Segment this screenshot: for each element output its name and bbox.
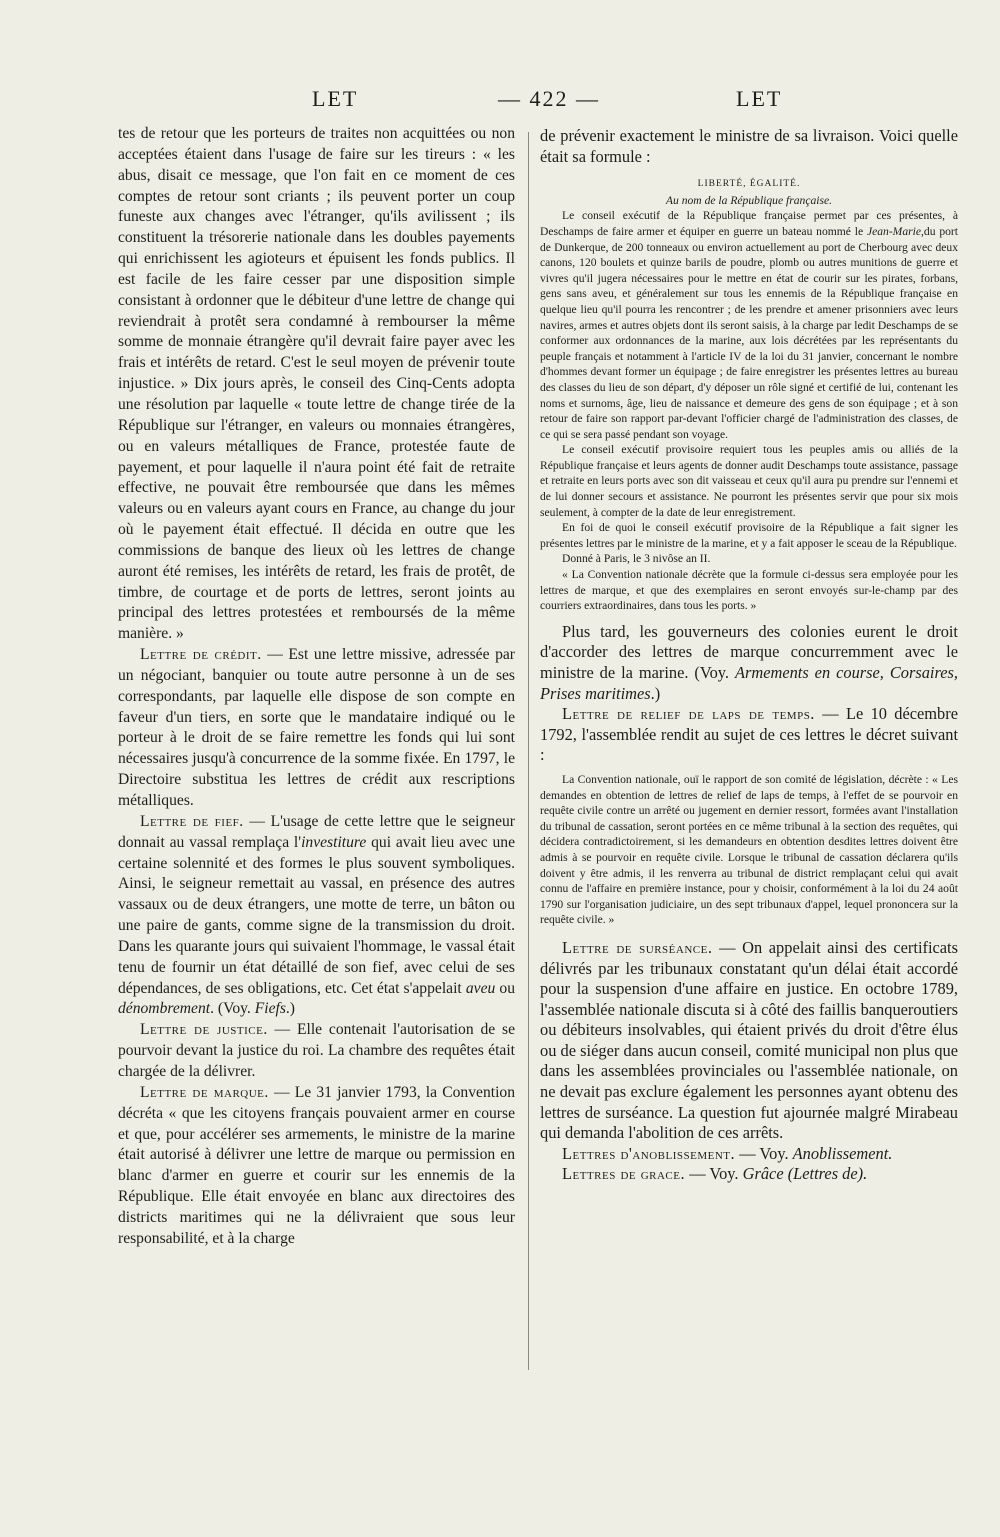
paragraph-text: .): [650, 683, 661, 703]
formula-text: ,du port de Dunkerque, de 200 tonneaux ou environ actuellement au port de Cherbourg avec deux canons, 120 boulets et quinze barils de poudre, plomb ou autres munitions de guerre et vivres qu'il jugera nécessaires pour le mettre en état de courir sur les pirates, forbans, gens sans aveu, et généralement sur tous les ennemis de la République française en quelque lieu qu'il pourra les rencontrer ; de les prendre et amener prisonniers avec leurs navires, armes et autres objets dont ils seront saisis, à la charge par ledit Deschamps de se conformer aux ordonnances de la marine, aux lois décrétées par les représentants du peuple français et notamment à l'article IV de la loi du 31 janvier, concernant le nombre d'hommes devant former un équipage ; de faire enregistrer les présentes lettres au bureau des classes du lieu de son départ, d'y déposer un rôle signé et certifié de lui, contenant les noms et surnoms, âge, lieu de naissance et demeure des gens de son équipage ; et à son retour de faire son rapport par-devant l'officier chargé de l'administration des classes, de ce qui se sera passé pendant son voyage.: [540, 224, 958, 441]
paragraph-text: Plus tard, les gouverneurs des colonies eurent le droit d'accorder des lettres de marque concurremment avec le ministre de la marine. (Voy.: [540, 621, 958, 682]
header-left: LET: [312, 86, 359, 111]
entry-text: qui avait lieu avec une certaine solennité et des formes le plus souvent symboliques. Ainsi, le seigneur remettait au vassal, en présence des autres vassaux ou de deux étrangers, une motte de terre, un bâton ou une paire de gants, comme signe de la transmission du droit. Dans les quarante jours qui suivaient l'hommage, le vassal était tenu de fournir un état détaillé de son fief, avec celui de ses dépendances, de ses obligations, etc. Cet état s'appelait: [118, 833, 515, 997]
entry-lettre-de-marque: [118, 1083, 515, 1250]
formula-motto: LIBERTÉ, ÉGALITÉ.: [697, 179, 801, 190]
entry-lettre-de-fief: [118, 812, 515, 1020]
entry-term: Lettre de relief de laps de temps.: [562, 704, 815, 724]
cross-reference: Grâce: [742, 1164, 784, 1184]
entry-lettre-de-justice: [118, 1020, 515, 1083]
entry-text: .): [285, 1000, 295, 1018]
entry-term: Lettre de justice.: [140, 1021, 268, 1039]
formula-decree: « La Convention nationale décrète que la formule ci-dessus sera employée pour les lettres de marque, et que des exemplaires en seront envoyés sur-le-champ par des courriers extraordinaires, dans tous les ports. »: [540, 568, 958, 613]
entry-text: — L'usage de cette lettre que le seigneur donnait au vassal remplaça l': [118, 812, 515, 851]
entry-text: ou: [495, 979, 515, 997]
cross-reference: Armements en course, Corsaires, Prises maritimes: [540, 663, 958, 703]
italic-term: dénombrement: [118, 1000, 211, 1018]
entry-text: — Voy.: [685, 1164, 743, 1184]
entry-text: — On appelait ainsi des certificats délivrés par les tribunaux constatant qu'un délai était accordé pour la suspension d'une affaire en justice. En octobre 1789, l'assemblée nationale discuta si à côté des faillis banqueroutiers ou débiteurs insolvables, qui étaient privés du droit d'être élus ou de siéger dans aucun conseil, comité municipal non plus que dans les assemblées provinciales ou l'assemblée nationale, on ne devait pas exclure également les personnes ayant obtenu des lettres de surséance. La question fut ajournée malgré Mirabeau qui demanda l'abolition de ces arrêts.: [540, 937, 958, 1143]
entry-lettre-de-credit: [118, 645, 515, 812]
entry-text: — Voy.: [735, 1143, 793, 1163]
right-column: [540, 124, 958, 1185]
relief-decree: La Convention nationale, ouï le rapport de son comité de législation, décrète : « Les demandes en obtention de lettres de relief de laps de temps, à l'effet de se pourvoir en requête civile contre un arrêté ou jugement en dernier ressort, formées avant l'installation du tribunal de cassation, seront portées en ce même tribunal à la section des requêtes, qui décidera contradictoirement, si les demandeurs en obtention desdites lettres doivent être admis à se pourvoir en requête civile. Lorsque le tribunal de cassation déclarera qu'ils doivent y être admis, il les renverra au tribunal de district remplaçant celui qui avait connu de l'affaire en première instance, pour y choisir, conformément à la loi du 24 août 1790 sur l'organisation judiciaire, un des sept tribunaux d'appel, lequel prononcera sur la requête civile. »: [540, 772, 958, 927]
italic-term: investiture: [301, 833, 367, 851]
entry-text: — Le 10 décembre 1792, l'assemblée rendit au sujet de ces lettres le décret suivant :: [540, 704, 958, 765]
entry-term: Lettre de marque.: [140, 1083, 269, 1101]
running-header: [0, 86, 1000, 116]
entry-lettre-de-relief: [540, 704, 958, 766]
entry-lettre-de-surseance: [540, 938, 958, 1144]
page-number: — 422 —: [498, 86, 600, 111]
left-column: [118, 124, 515, 1250]
entry-text: . (Voy.: [210, 1000, 255, 1018]
entry-text: — Elle contenait l'autorisation de se pourvoir devant la justice du roi. La chambre des requêtes était chargée de la délivrer.: [118, 1021, 515, 1080]
entry-term: Lettres de grace.: [562, 1164, 686, 1184]
paragraph-colonies: [540, 622, 958, 704]
italic-term: aveu: [465, 979, 496, 997]
entry-text: — Est une lettre missive, adressée par un négociant, banquier ou toute autre personne à un de ses correspondants, par laquelle elle dispose de son compte en faveur d'un tiers, en sorte que le mandataire indiqué ou le porteur à le droit de se faire remettre les fonds qui lui sont nécessaires jusqu'à concurrence de la somme fixée. En 1797, le Directoire substitua les lettres de crédit aux rescriptions métalliques.: [118, 646, 515, 809]
entry-term: Lettres d'anoblissement.: [562, 1143, 736, 1163]
entry-term: Lettre de surséance.: [562, 937, 713, 957]
entry-term: Lettre de fief.: [140, 812, 244, 830]
column-divider: [528, 132, 529, 1370]
formula-heading: Au nom de la République française.: [665, 193, 833, 207]
ship-name: Jean-Marie: [866, 224, 922, 238]
entry-term: Lettre de crédit.: [140, 646, 262, 664]
entry-lettres-anoblissement: [540, 1144, 958, 1165]
formula-paragraph: [540, 208, 958, 442]
formula-paragraph: En foi de quoi le conseil exécutif provisoire de la République a fait signer les présentes lettres par le ministre de la marine, et y a fait apposer le sceau de la République.: [540, 521, 958, 550]
cross-reference: Fiefs: [254, 1000, 286, 1018]
header-right: LET: [736, 86, 783, 111]
formula-paragraph: Le conseil exécutif provisoire requiert tous les peuples amis ou alliés de la République française et leurs agents de donner audit Deschamps toute assistance, passage et retraite en leurs ports avec son dit vaisseau et ceux qu'il aura pu prendre sur l'ennemi et de lui donner secours et assistance. Ne pourront les présentes servir que pour six mois seulement, à compter de la date de leur enregistrement.: [540, 443, 958, 519]
cross-reference: Anoblissement.: [792, 1143, 893, 1163]
marque-continuation: de prévenir exactement le ministre de sa livraison. Voici quelle était sa formule :: [540, 126, 958, 166]
entry-lettres-de-grace: [540, 1164, 958, 1185]
entry-text: — Le 31 janvier 1793, la Convention décréta « que les citoyens français pouvaient armer en course et que, pour accélérer ses armements, le ministre de la marine était autorisé à délivrer une lettre de marque ou permission en blanc d'armer en guerre et courir sur les ennemis de la République. Elle était envoyée en blanc aux directoires des districts maritimes qui ne la délivraient que sous leur responsabilité, et à la charge: [118, 1083, 515, 1247]
paragraph-change-continuation: tes de retour que les porteurs de traites non acquittées ou non acceptées étaient dans l'usage de faire sur les tireurs : « les abus, disait ce message, que l'on fait en ce moment de ces comptes de retour sont criants ; ils peuvent porter un coup funeste aux changes avec l'étranger, qu'ils avilissent ; ils constituent la trésorerie nationale dans les doubles payements qui enrichissent les agioteurs et épuisent les fonds publics. Il est facile de les faire cesser par une disposition simple consistant à ordonner que le débiteur d'une lettre de change qui reviendrait à protêt sera condamné à rembourser la même somme de monnaie étrangère qu'il devrait faire payer avec les frais et intérêts de retard. C'est le seul moyen de prévenir toute injustice. » Dix jours après, le conseil des Cinq-Cents adopta une résolution par laquelle « toute lettre de change tirée de la République sur l'étranger, en valeurs ou monnaies étrangères, ou en valeurs métalliques de France, protestée faute de payement, et pour laquelle il n'aura point été fait de retraite effective, ne pouvait être remboursée que dans les mêmes valeurs ou en valeurs ayant cours en France, au change du jour où le payement était effectué. Il décida en outre que les commissions de banque des lieux où les lettres de change auront été remises, les intérêts de retard, les frais de protêt, de timbre, de courtage et de ports de lettres, seront joints au principal des lettres protestées et remboursés de la même manière. »: [118, 125, 515, 643]
cross-reference: (Lettres de).: [783, 1164, 868, 1184]
formula-text: Le conseil exécutif de la République française permet par ces présentes, à Deschamps de faire armer et équiper en guerre un bateau nommé le: [540, 209, 958, 238]
formula-date: Donné à Paris, le 3 nivôse an II.: [562, 552, 711, 566]
